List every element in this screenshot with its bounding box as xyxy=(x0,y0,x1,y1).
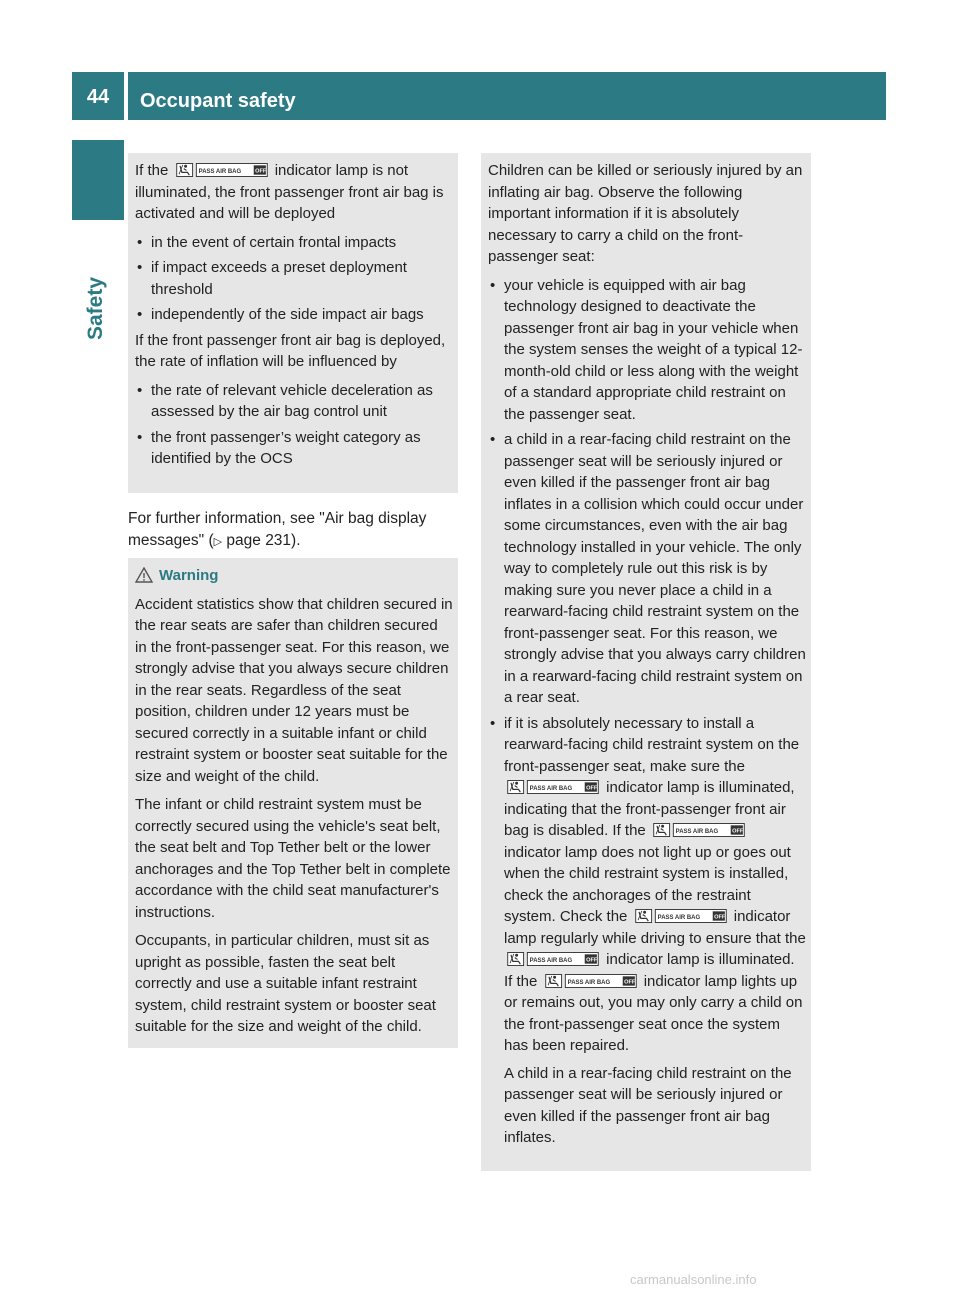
activation-text xyxy=(135,160,453,474)
warning-triangle-icon xyxy=(135,567,153,590)
pass-air-bag-off-indicator-icon xyxy=(504,779,602,796)
deploy-conditions-list xyxy=(135,232,453,326)
svg-text:OFF: OFF xyxy=(623,978,635,985)
pass-air-bag-off-indicator-icon xyxy=(173,162,271,179)
warning-para-3: Occupants, in particular children, must sit as upright as possible, fasten the seat belt correctly and use a suitable infant restraint system, child restraint system or booster seat suitable for the size and weight of the child. xyxy=(135,932,436,1035)
bullet3-f: indicator lamp lights up or remains out, you may only carry a child on the front-passenger seat once the system has been repaired. xyxy=(504,972,803,1054)
section-label: Safety xyxy=(84,276,107,340)
bullet3-e: indicator lamp is illuminated. If the xyxy=(504,951,795,990)
child-safety-list xyxy=(488,275,806,1149)
footer-watermark: carmanualsonline.info xyxy=(630,1272,757,1287)
list-item: • if impact exceeds a preset deployment threshold xyxy=(135,257,453,300)
svg-text:OFF: OFF xyxy=(586,957,598,964)
svg-text:OFF: OFF xyxy=(254,168,266,175)
bullet3-d: indicator lamp regularly while driving to ensure that the xyxy=(504,908,806,947)
bullet3-c: indicator lamp does not light up or goes out when the child restraint system is installed, check the anchorages of the restraint system. Check the xyxy=(504,843,791,925)
page-title: Occupant safety xyxy=(140,90,296,112)
warning-para-2: The infant or child restraint system must be correctly secured using the vehicle's seat belt, the seat belt and Top Tether belt or the lower anchorages and the Top Tether belt in complete accordance with the child seat manufacturer's instructions. xyxy=(135,796,451,921)
child-safety-content xyxy=(488,160,806,1153)
svg-text:PASS AIR BAG: PASS AIR BAG xyxy=(675,828,719,835)
svg-text:OFF: OFF xyxy=(732,828,744,835)
child-safety-intro: Children can be killed or seriously injured by an inflating air bag. Observe the following important information if it is absolutely necessary to carry a child on the front-passenger seat: xyxy=(488,162,803,265)
section-tab xyxy=(72,140,124,220)
page-number: 44 xyxy=(86,86,110,108)
inflation-factors-list xyxy=(135,380,453,470)
inflation-para: If the front passenger front air bag is deployed, the rate of inflation will be influenced by xyxy=(135,331,446,370)
pass-air-bag-off-indicator-icon xyxy=(632,908,730,925)
svg-text:PASS AIR BAG: PASS AIR BAG xyxy=(657,914,700,921)
svg-text:PASS AIR BAG: PASS AIR BAG xyxy=(198,168,241,175)
bullet3-para-2: A child in a rear-facing child restraint on the passenger seat will be seriously injured or even killed if the passenger front air bag inflates. xyxy=(504,1064,792,1146)
svg-text:OFF: OFF xyxy=(713,914,725,921)
list-item: • the rate of relevant vehicle deceleration as assessed by the air bag control unit xyxy=(135,380,453,423)
bullet3-a: if it is absolutely necessary to install a rearward-facing child restraint system on the front-passenger seat, make sure the xyxy=(504,714,800,775)
intro-after: indicator lamp is not illuminated, the front passenger front air bag is activated and will be deployed xyxy=(135,162,444,222)
further-info-after: page 231). xyxy=(222,531,301,549)
pass-air-bag-off-indicator-icon xyxy=(650,822,748,839)
list-item xyxy=(488,713,806,1149)
warning-para-1: Accident statistics show that children secured in the rear seats are safer than children secured in the front-passenger seat. For this reason, we strongly advise that you always secure children in the rear seats. Regardless of the seat position, children under 12 years must be secured correctly in a suitable infant or child restraint system or booster seat suitable for the size and weight of the child. xyxy=(135,595,453,785)
list-item: • in the event of certain frontal impacts xyxy=(135,232,453,254)
warning-heading xyxy=(135,565,453,590)
list-item: • independently of the side impact air bags xyxy=(135,304,453,326)
svg-text:PASS AIR BAG: PASS AIR BAG xyxy=(529,957,573,964)
intro-before: If the xyxy=(135,162,169,179)
list-item: • a child in a rear-facing child restraint on the passenger seat will be seriously injured or even killed if the passenger front air bag inflates in a collision which could occur under some circumstances, even with the air bag technology installed in your vehicle. The only way to completely rule out this risk is by making sure you never place a child in a rearward-facing child restraint system on the front-passenger seat. For this reason, we strongly advise that you always carry children in a rearward-facing child restraint system on a rear seat. xyxy=(488,429,806,709)
activation-intro xyxy=(135,160,453,225)
svg-text:PASS AIR BAG: PASS AIR BAG xyxy=(529,785,573,792)
further-info-text xyxy=(128,508,458,553)
svg-text:PASS AIR BAG: PASS AIR BAG xyxy=(567,979,610,986)
further-info-before: For further information, see "Air bag display messages" ( xyxy=(128,510,427,549)
warning-content xyxy=(135,565,453,1045)
svg-text:OFF: OFF xyxy=(586,785,598,792)
page-ref-arrow-icon: ▷ xyxy=(213,535,223,548)
pass-air-bag-off-indicator-icon xyxy=(542,973,640,990)
list-item: • your vehicle is equipped with air bag technology designed to deactivate the passenger front air bag in your vehicle when the system senses the weight of a typical 12-month-old child or less along with the weight of a standard appropriate child restraint on the passenger seat. xyxy=(488,275,806,426)
list-item: • the front passenger’s weight category as identified by the OCS xyxy=(135,427,453,470)
bullet3-b: indicator lamp is illuminated, indicating that the front-passenger front air bag is disabled. If the xyxy=(504,779,795,839)
pass-air-bag-off-indicator-icon xyxy=(504,951,602,968)
warning-title: Warning xyxy=(159,567,219,584)
